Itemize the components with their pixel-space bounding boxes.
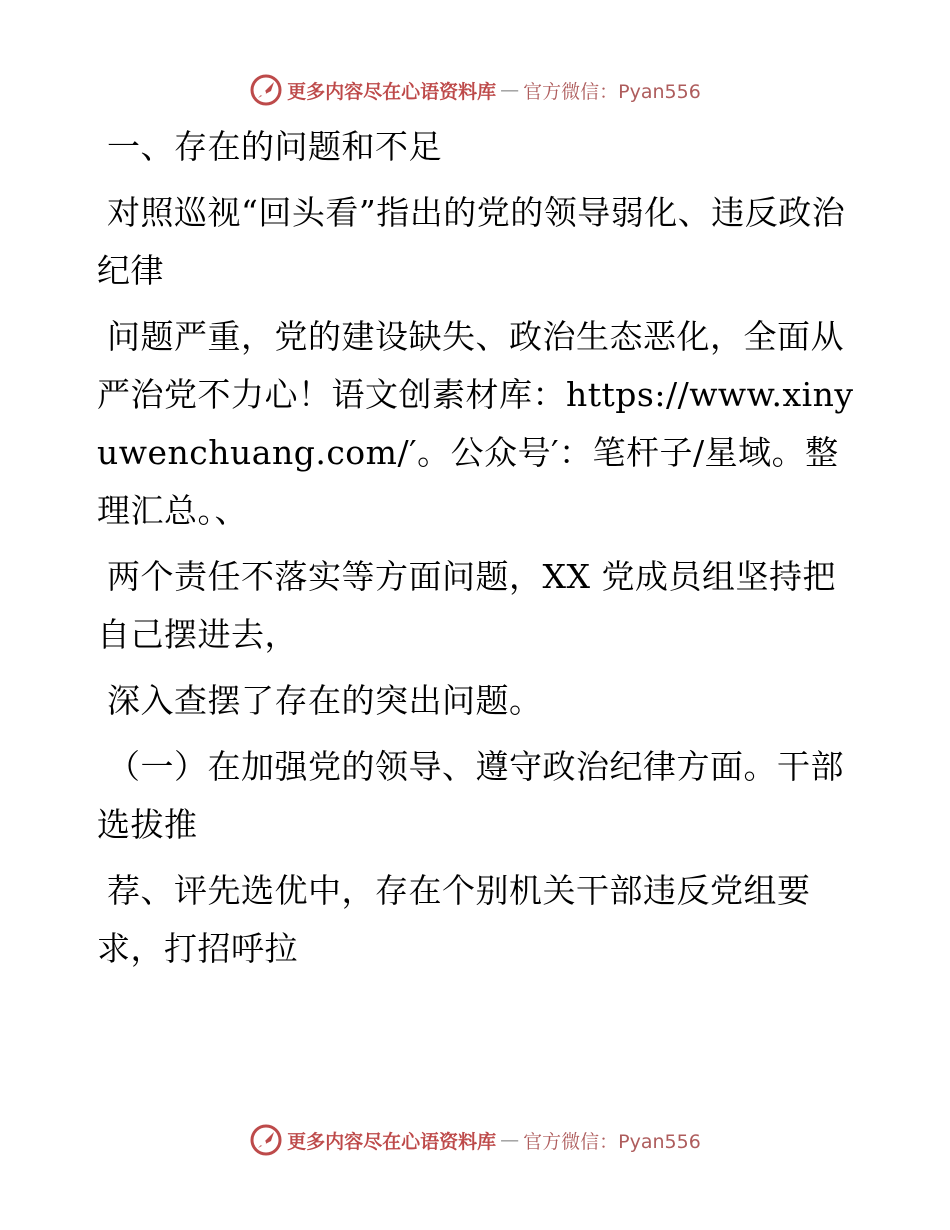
body-paragraph: 深入查摆了存在的突出问题。 xyxy=(107,681,543,720)
footer-watermark xyxy=(0,1120,950,1160)
body-paragraph: 对照巡视“回头看”指出的党的领导弱化、违反政治纪律 xyxy=(97,193,846,290)
footer-watermark-wechat: 官方微信：Pyan556 xyxy=(523,1130,701,1153)
body-paragraph: 问题严重，党的建设缺失、政治生态恶化，全面从严治党不力心！语文创素材库：https://www.xinyuwenchuang.com/′。公众号′：笔杆子/星域。整理汇总。、 xyxy=(97,317,854,530)
header-watermark xyxy=(0,70,950,110)
header-watermark-title: 更多内容尽在心语资料库 xyxy=(287,80,497,103)
footer-watermark-separator: — xyxy=(500,1129,520,1151)
quill-logo-icon xyxy=(249,1123,283,1157)
footer-watermark-title: 更多内容尽在心语资料库 xyxy=(287,1130,497,1153)
body-paragraph: 两个责任不落实等方面问题，XX 党成员组坚持把自己摆进去， xyxy=(97,557,836,654)
header-watermark-separator: — xyxy=(500,79,520,101)
header-watermark-wechat: 官方微信：Pyan556 xyxy=(523,80,701,103)
quill-logo-icon xyxy=(249,73,283,107)
document-body xyxy=(97,118,857,986)
body-paragraph: 荐、评先选优中，存在个别机关干部违反党组要求，打招呼拉 xyxy=(97,871,811,968)
section-heading: 一、存在的问题和不足 xyxy=(107,127,442,166)
subsection-paragraph: （一）在加强党的领导、遵守政治纪律方面。干部选拔推 xyxy=(97,747,844,844)
